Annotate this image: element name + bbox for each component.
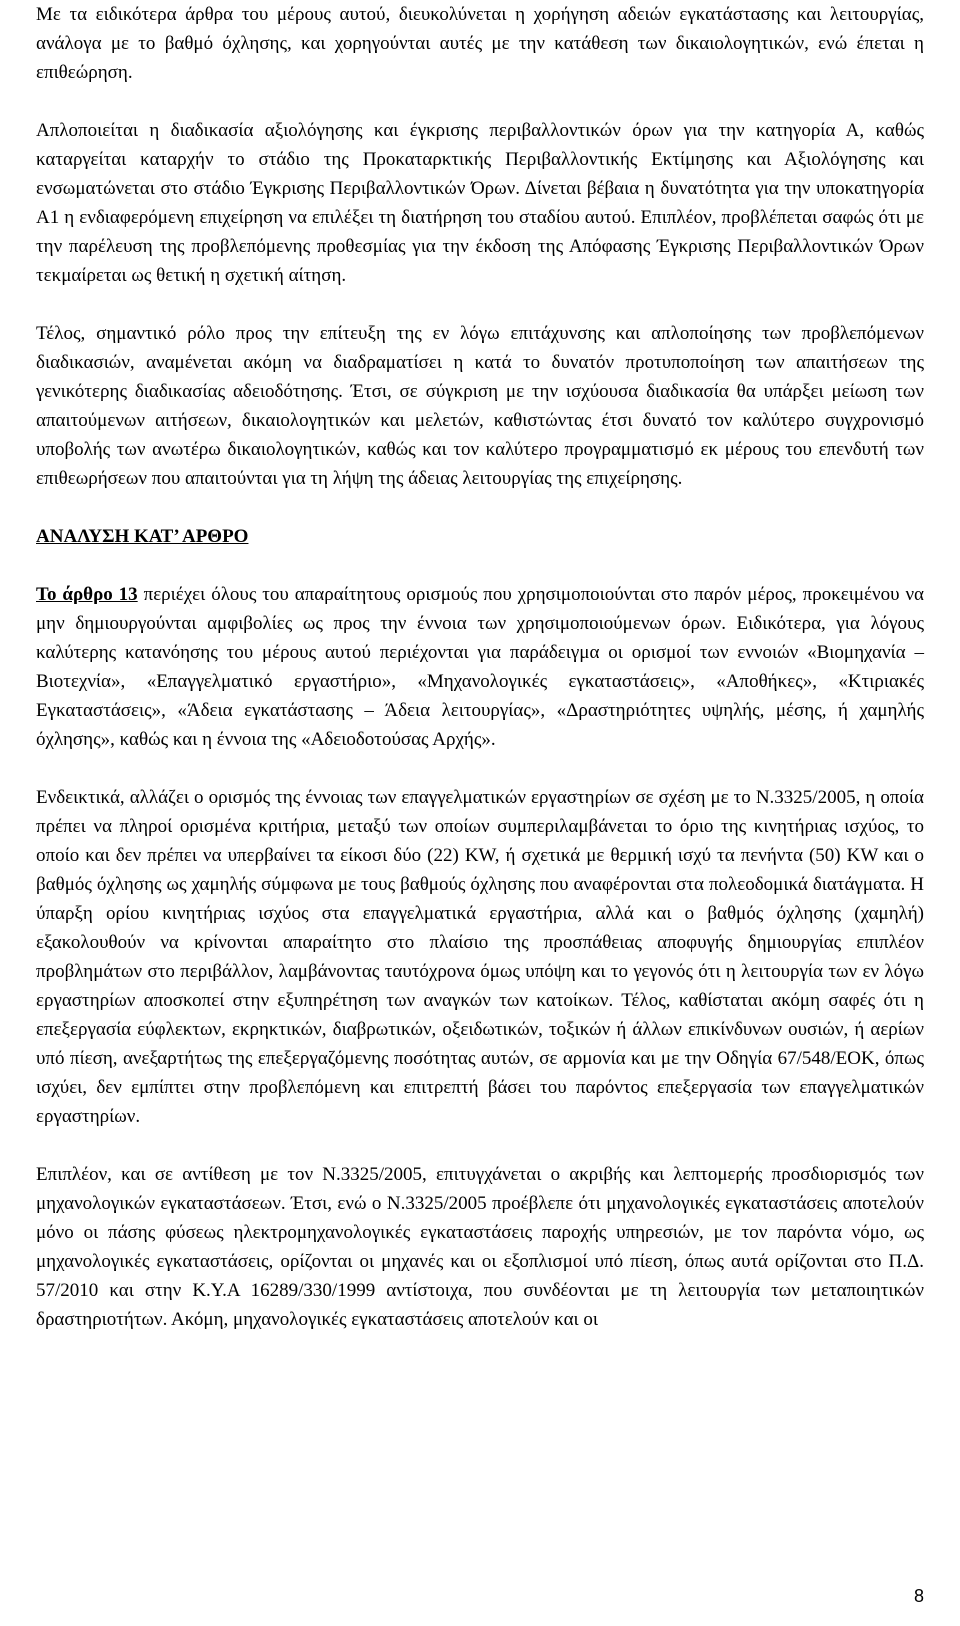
document-page (36, 0, 924, 1334)
paragraph-gap (36, 754, 924, 783)
paragraph-gap (36, 551, 924, 580)
paragraph-gap (36, 1131, 924, 1160)
paragraph-article-13 (36, 580, 924, 754)
paragraph-standardization: Τέλος, σημαντικό ρόλο προς την επίτευξη της εν λόγω επιτάχυνσης και απλοποίησης των προβλεπόμενων διαδικασιών, αναμένεται ακόμη να διαδραματίσει η κατά το δυνατόν προτυποποίηση των απαιτήσεων της γενικότερης διαδικασίας αδειοδότησης. Έτσι, σε σύγκριση με την ισχύουσα διαδικασία θα υπάρξει μείωση των απαιτούμενων αιτήσεων, δικαιολογητικών και μελετών, καθιστώντας έτσι δυνατό τον καλύτερο συγχρονισμό υποβολής των ανωτέρω δικαιολογητικών, καθώς και τον καλύτερο προγραμματισμό εκ μέρους του επενδυτή των επιθεωρήσεων που απαιτούνται για τη λήψη της άδειας λειτουργίας της επιχείρησης. (36, 323, 924, 489)
paragraph-workshops-definition: Ενδεικτικά, αλλάζει ο ορισμός της έννοιας των επαγγελματικών εργαστηρίων σε σχέση με το Ν.3325/2005, η οποία πρέπει να πληροί ορισμένα κριτήρια, μεταξύ των οποίων συμπεριλαμβάνεται το όριο της κινητήριας ισχύος, το οποίο και δεν πρέπει να υπερβαίνει τα είκοσι δύο (22) KW, ή σχετικά με θερμική ισχύ τα πενήντα (50) KW και ο βαθμός όχλησης ως χαμηλής σύμφωνα με τους βαθμούς όχλησης που αναφέρονται στα πολεοδομικά διατάγματα. Η ύπαρξη ορίου κινητήριας ισχύος στα επαγγελματικά εργαστήρια, αλλά και ο βαθμός όχλησης (χαμηλή) εξακολουθούν να κρίνονται απαραίτητο στο πλαίσιο της προσπάθειας αποφυγής δημιουργίας επιπλέον προβλημάτων στο περιβάλλον, λαμβάνοντας ταυτόχρονα όμως υπόψη και το γεγονός ότι η λειτουργία των εν λόγω εργαστηρίων αποσκοπεί στην εξυπηρέτηση των αναγκών των κατοίκων. Τέλος, καθίσταται ακόμη σαφές ότι η επεξεργασία εύφλεκτων, εκρηκτικών, διαβρωτικών, οξειδωτικών, τοξικών ή άλλων επικίνδυνων ουσιών, ή αερίων υπό πίεση, ανεξαρτήτως της επεξεργαζόμενης ποσότητας αυτών, σε αρμονία και με την Οδηγία 67/548/ΕΟΚ, όπως ισχύει, δεν εμπίπτει στην προβλεπόμενη και επιτρεπτή βάσει του παρόντος επεξεργασία των επαγγελματικών εργαστηρίων. (36, 787, 924, 1127)
paragraph-gap (36, 493, 924, 522)
paragraph-intro: Με τα ειδικότερα άρθρα του μέρους αυτού, διευκολύνεται η χορήγηση αδειών εγκατάστασης και λειτουργίας, ανάλογα με το βαθμό όχλησης, και χορηγούνται αυτές με την κατάθεση των δικαιολογητικών, ενώ έπεται η επιθεώρηση. (36, 4, 924, 83)
section-heading: ΑΝΑΛΥΣΗ ΚΑΤ’ ΑΡΘΡΟ (36, 526, 249, 547)
article-13-body: περιέχει όλους του απαραίτητους ορισμούς που χρησιμοποιούνται στο παρόν μέρος, προκειμένου να μην δημιουργούνται αμφιβολίες ως προς την έννοια των χρησιμοποιούμενων όρων. Ειδικότερα, για λόγους καλύτερης κατανόησης του μέρους αυτού περιέχονται για παράδειγμα οι ορισμοί των εννοιών «Βιομηχανία – Βιοτεχνία», «Επαγγελματικό εργαστήριο», «Μηχανολογικές εγκαταστάσεις», «Αποθήκες», «Κτιριακές Εγκαταστάσεις», «Άδεια εγκατάστασης – Άδεια λειτουργίας», «Δραστηριότητες υψηλής, μέσης, ή χαμηλής όχλησης», καθώς και η έννοια της «Αδειοδοτούσας Αρχής». (36, 584, 924, 750)
page-number: 8 (913, 1586, 924, 1606)
paragraph-gap (36, 87, 924, 116)
paragraph-environmental-approval: Απλοποιείται η διαδικασία αξιολόγησης και έγκρισης περιβαλλοντικών όρων για την κατηγορία Α, καθώς καταργείται καταρχήν το στάδιο της Προκαταρκτικής Περιβαλλοντικής Εκτίμησης και Αξιολόγησης και ενσωματώνεται στο στάδιο Έγκρισης Περιβαλλοντικών Όρων. Δίνεται βέβαια η δυνατότητα για την υποκατηγορία Α1 η ενδιαφερόμενη επιχείρηση να επιλέξει τη διατήρηση του σταδίου αυτού. Επιπλέον, προβλέπεται σαφώς ότι με την παρέλευση της προβλεπόμενης προθεσμίας για την έκδοση της Απόφασης Έγκρισης Περιβαλλοντικών Όρων τεκμαίρεται ως θετική η σχετική αίτηση. (36, 120, 924, 286)
paragraph-mechanical-installations: Επιπλέον, και σε αντίθεση με τον Ν.3325/2005, επιτυγχάνεται ο ακριβής και λεπτομερής προσδιορισμός των μηχανολογικών εγκαταστάσεων. Έτσι, ενώ ο Ν.3325/2005 προέβλεπε ότι μηχανολογικές εγκαταστάσεις αποτελούν μόνο οι πάσης φύσεως ηλεκτρομηχανολογικές εγκαταστάσεις παροχής υπηρεσιών, με τον παρόντα νόμο, ως μηχανολογικές εγκαταστάσεις, ορίζονται οι μηχανές και οι εξοπλισμοί υπό πίεση, όπως αυτά ορίζονται στο Π.Δ. 57/2010 και στην Κ.Υ.Α 16289/330/1999 αντίστοιχα, που συνδέονται με τη λειτουργία των μεταποιητικών δραστηριοτήτων. Ακόμη, μηχανολογικές εγκαταστάσεις αποτελούν και οι (36, 1164, 924, 1330)
paragraph-gap (36, 290, 924, 319)
article-reference: Το άρθρο 13 (36, 584, 138, 605)
